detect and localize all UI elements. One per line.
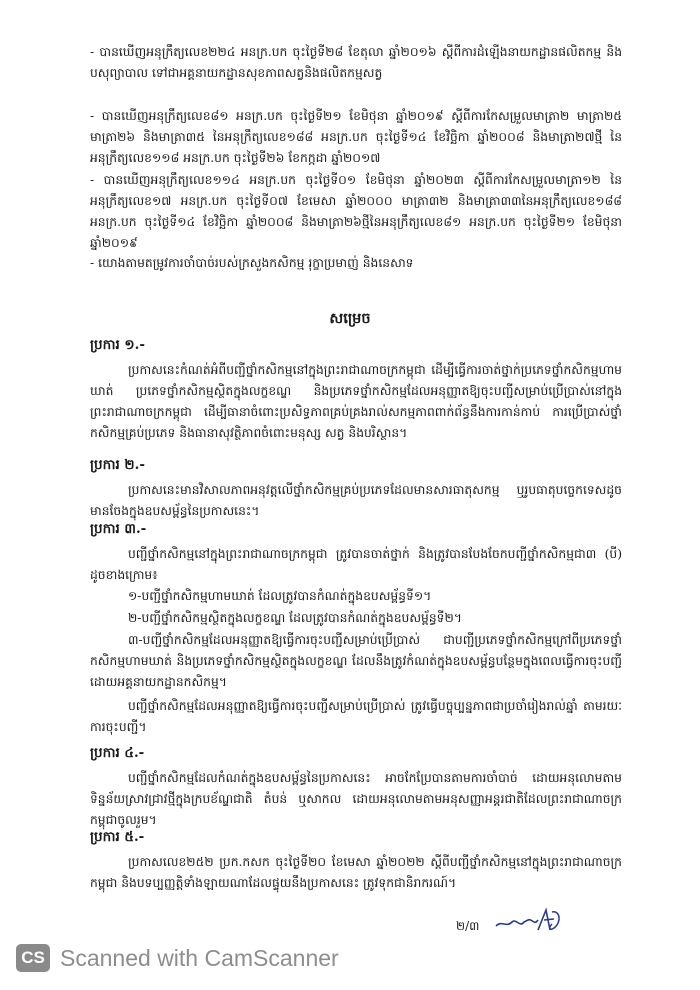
decision-title: សម្រេច	[329, 310, 371, 327]
article-3-paragraph: បញ្ជីថ្នាំកសិកម្មនៅក្នុងព្រះរាជាណាចក្រកម្ពុជា ត្រូវបានចាត់ថ្នាក់ និងត្រូវបានបែងចែកបញ្ជីថ្នាំកសិកម្មជា៣ (បី) ដូចខាងក្រោម៖	[90, 547, 622, 582]
article-5-heading: ប្រការ ៥.-	[90, 829, 145, 845]
preamble-bullet: - បានឃើញអនុក្រឹត្យលេខ៨១ អនក្រ.បក ចុះថ្ងៃទី២១ ខែមិថុនា ឆ្នាំ២០១៩ ស្តីពីការកែសម្រួលមាត្រា២ មាត្រា២៥ មាត្រា២៦ និងមាត្រា៣៥ នៃអនុក្រឹត្យលេខ១៨៨ អនក្រ.បក ចុះថ្ងៃទី១៤ ខែវិច្ឆិកា ឆ្នាំ២០០៨ និងមាត្រា២៧ថ្មី នៃអនុក្រឹត្យលេខ១១៨ អនក្រ.បក ចុះថ្ងៃទី២៦ ខែកក្កដា ឆ្នាំ២០១៧	[90, 109, 622, 165]
camscanner-text: Scanned with CamScanner	[60, 945, 339, 971]
page-number: ២/៣	[456, 919, 480, 933]
signature-initials-icon	[494, 906, 564, 936]
article-2-paragraph: ប្រកាសនេះមានវិសាលភាពអនុវត្តលើថ្នាំកសិកម្មគ្រប់ប្រភេទដែលមានសារធាតុសកម្ម ឬរូបធាតុបច្ចេកទេសដូចមានចែងក្នុងឧបសម្ព័ន្ធនៃប្រកាសនេះ។	[90, 483, 622, 518]
article-3-closing: បញ្ជីថ្នាំកសិកម្មដែលអនុញ្ញាតឱ្យធ្វើការចុះបញ្ជីសម្រាប់ប្រើប្រាស់ ត្រូវធ្វើបច្ចុប្បន្នភាពជាប្រចាំរៀងរាល់ឆ្នាំ តាមរយៈការចុះបញ្ជី។	[90, 699, 622, 734]
preamble-bullet: - បានឃើញអនុក្រឹត្យលេខ១១៤ អនក្រ.បក ចុះថ្ងៃទី០១ ខែមិថុនា ឆ្នាំ២០២៣ ស្តីពីការកែសម្រួលមាត្រា១២ នៃអនុក្រឹត្យលេខ១៧ អនក្រ.បក ចុះថ្ងៃទី០៧ ខែមេសា ឆ្នាំ២០០០ មាត្រា៣២ និងមាត្រា៣៣នៃអនុក្រឹត្យលេខ១៨៨ អនក្រ.បក ចុះថ្ងៃទី១៤ ខែវិច្ឆិកា ឆ្នាំ២០០៨ និងមាត្រា២៦ថ្មីនៃអនុក្រឹត្យលេខ៨១ អនក្រ.បក ចុះថ្ងៃទី២១ ខែមិថុនា ឆ្នាំ២០១៩	[90, 173, 622, 250]
preamble-bullet: - យោងតាមតម្រូវការចាំបាច់របស់ក្រសួងកសិកម្ម រុក្ខាប្រមាញ់ និងនេសាទ	[90, 256, 414, 270]
preamble-bullet: - បានឃើញអនុក្រឹត្យលេខ២២៤ អនក្រ.បក ចុះថ្ងៃទី២៨ ខែតុលា ឆ្នាំ២០១៦ ស្តីពីការដំឡើងនាយកដ្ឋានផលិតកម្ម និងបសុព្យាបាល ទៅជាអគ្គនាយកដ្ឋានសុខភាពសត្វនិងផលិតកម្មសត្វ	[90, 45, 622, 80]
article-2-heading: ប្រការ ២.-	[90, 457, 145, 473]
article-1-heading: ប្រការ ១.-	[90, 337, 145, 353]
camscanner-logo-icon: CS	[16, 944, 50, 972]
article-3-item-1: ១-បញ្ជីថ្នាំកសិកម្មហាមឃាត់ ដែលត្រូវបានកំណត់ក្នុងឧបសម្ព័ន្ធទី១។	[128, 589, 432, 603]
article-4-paragraph: បញ្ជីថ្នាំកសិកម្មដែលកំណត់ក្នុងឧបសម្ព័ន្ធនៃប្រកាសនេះ អាចកែប្រែបានតាមការចាំបាច់ ដោយអនុលោមតាមទិន្នន័យស្រាវជ្រាវថ្មីក្នុងក្របខ័ណ្ឌជាតិ តំបន់ ឬសាកល ដោយអនុលោមតាមអនុសញ្ញាអន្តរជាតិដែលព្រះរាជាណាចក្រកម្ពុជាចូលរួម។	[90, 771, 622, 827]
article-3-heading: ប្រការ ៣.-	[90, 521, 147, 537]
article-3-item-3: ៣-បញ្ជីថ្នាំកសិកម្មដែលអនុញ្ញាតឱ្យធ្វើការចុះបញ្ជីសម្រាប់ប្រើប្រាស់ ជាបញ្ជីប្រភេទថ្នាំកសិកម្មក្រៅពីប្រភេទថ្នាំកសិកម្មហាមឃាត់ និងប្រភេទថ្នាំកសិកម្មស្ថិតក្នុងលក្ខខណ្ឌ ដែលនឹងត្រូវកំណត់ក្នុងឧបសម្ព័ន្ធបន្ថែមក្នុងពេលធ្វើការចុះបញ្ជីដោយអគ្គនាយកដ្ឋានកសិកម្ម។	[90, 633, 622, 689]
article-4-heading: ប្រការ ៤.-	[90, 745, 145, 761]
article-5-paragraph: ប្រកាសលេខ២៥២ ប្រក.កសក ចុះថ្ងៃទី២០ ខែមេសា ឆ្នាំ២០២២ ស្តីពីបញ្ជីថ្នាំកសិកម្មនៅក្នុងព្រះរាជាណាចក្រកម្ពុជា និងបទប្បញ្ញត្តិទាំងឡាយណាដែលផ្ទុយនឹងប្រកាសនេះ ត្រូវទុកជានិរាករណ៍។	[90, 855, 622, 890]
article-3-item-2: ២-បញ្ជីថ្នាំកសិកម្មស្ថិតក្នុងលក្ខខណ្ឌ ដែលត្រូវបានកំណត់ក្នុងឧបសម្ព័ន្ធទី២។	[128, 611, 462, 625]
article-1-paragraph: ប្រកាសនេះកំណត់អំពីបញ្ជីថ្នាំកសិកម្មនៅក្នុងព្រះរាជាណាចក្រកម្ពុជា ដើម្បីធ្វើការចាត់ថ្នាក់ប្រភេទថ្នាំកសិកម្មហាមឃាត់ ប្រភេទថ្នាំកសិកម្មស្ថិតក្នុងលក្ខខណ្ឌ និងប្រភេទថ្នាំកសិកម្មដែលអនុញ្ញាតឱ្យចុះបញ្ជីសម្រាប់ប្រើប្រាស់នៅក្នុងព្រះរាជាណាចក្រកម្ពុជា ដើម្បីធានាចំពោះប្រសិទ្ធភាពគ្រប់គ្រងរាល់សកម្មភាពពាក់ព័ន្ធនឹងការកាន់កាប់ ការប្រើប្រាស់ថ្នាំកសិកម្មគ្រប់ប្រភេទ និងធានាសុវត្ថិភាពចំពោះមនុស្ស សត្វ និងបរិស្ថាន។	[90, 363, 622, 440]
